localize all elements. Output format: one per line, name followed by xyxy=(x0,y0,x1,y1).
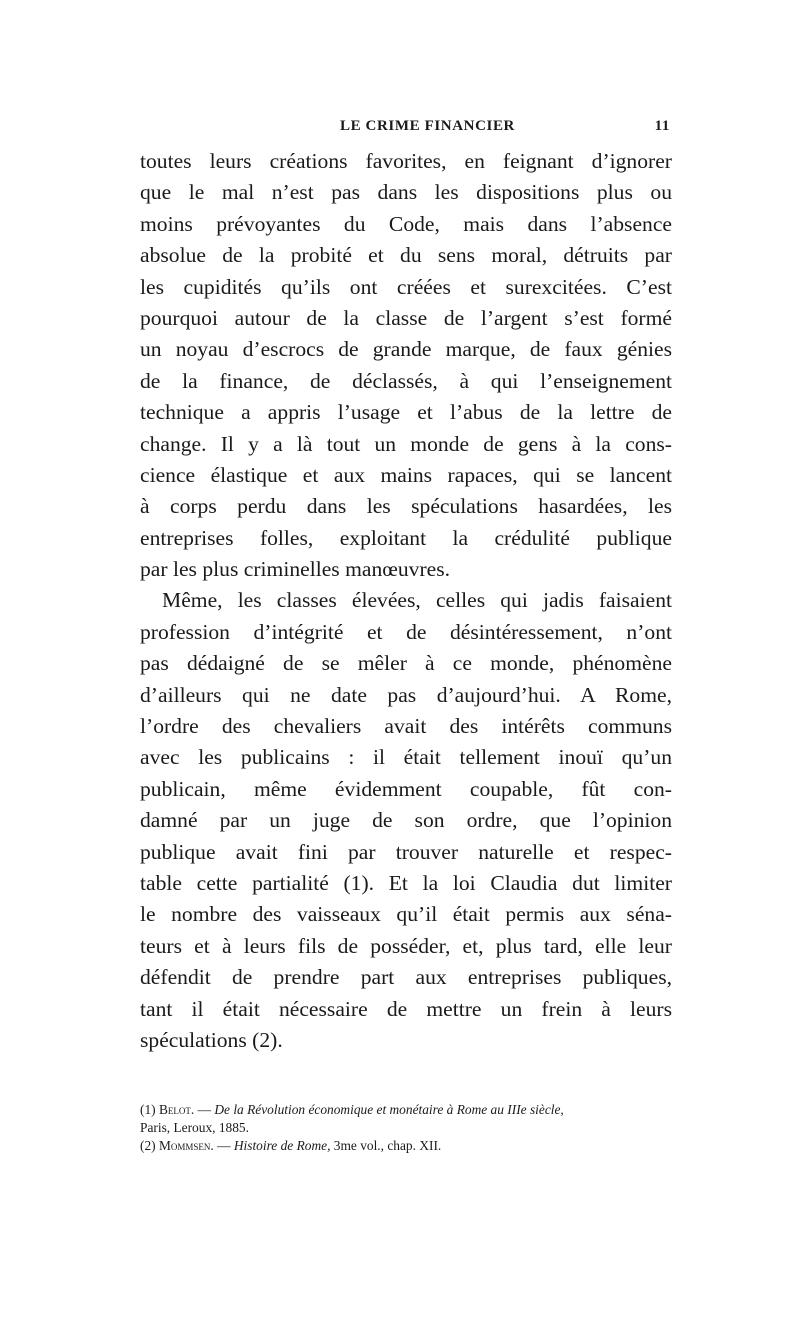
text-line: pourquoi autour de la classe de l’argent s’est formé xyxy=(140,305,672,330)
text-line: avec les publicains : il était tellement inouï qu’un xyxy=(140,745,672,770)
running-title: LE CRIME FINANCIER xyxy=(340,118,515,134)
footnote-1-continuation: Paris, Leroux, 1885. xyxy=(140,1119,249,1135)
footnote-title: Histoire de Rome, xyxy=(233,1137,331,1153)
text-line: entreprises folles, exploitant la crédulité publique xyxy=(140,525,672,550)
text-line: d’ailleurs qui ne date pas d’aujourd’hui. A Rome, xyxy=(140,682,672,707)
text-line: teurs et à leurs fils de posséder, et, plus tard, elle leur xyxy=(140,933,672,958)
text-line: les cupidités qu’ils ont créées et surexcitées. C’est xyxy=(140,274,672,299)
text-line: cience élastique et aux mains rapaces, qui se lancent xyxy=(140,462,672,487)
text-line: absolue de la probité et du sens moral, détruits par xyxy=(140,243,672,268)
footnote-author: Belot. xyxy=(158,1102,195,1117)
text-line: Même, les classes élevées, celles qui jadis faisaient xyxy=(162,588,672,613)
text-line: tant il était nécessaire de mettre un frein à leurs xyxy=(140,996,672,1021)
text-line: damné par un juge de son ordre, que l’opinion xyxy=(140,808,672,833)
footnote-title: De la Révolution économique et monétaire à Rome au IIIe siècle, xyxy=(214,1102,564,1117)
text-line: change. Il y a là tout un monde de gens à la cons- xyxy=(140,431,672,456)
text-line: moins prévoyantes du Code, mais dans l’absence xyxy=(140,211,672,236)
footnote-1 xyxy=(140,1101,672,1119)
text-line: spéculations (2). xyxy=(140,1027,283,1052)
text-line: toutes leurs créations favorites, en feignant d’ignorer xyxy=(140,149,672,173)
footnote-marker: (2) xyxy=(140,1137,156,1153)
footnote-marker: (1) xyxy=(140,1102,156,1117)
footnote-dash: — xyxy=(197,1102,212,1117)
text-line: de la finance, de déclassés, à qui l’enseignement xyxy=(140,368,672,393)
footnote-dash: — xyxy=(217,1137,231,1153)
footnote-author: Mommsen. xyxy=(158,1137,214,1153)
text-line: publicain, même évidemment coupable, fût con- xyxy=(140,776,672,801)
text-line: table cette partialité (1). Et la loi Claudia dut limiter xyxy=(140,870,672,895)
footnote-2 xyxy=(140,1137,672,1155)
text-line: un noyau d’escrocs de grande marque, de faux génies xyxy=(140,337,672,362)
text-line: l’ordre des chevaliers avait des intérêts communs xyxy=(140,714,672,739)
text-line: défendit de prendre part aux entreprises publiques, xyxy=(140,965,672,990)
text-line: technique a appris l’usage et l’abus de la lettre de xyxy=(140,400,672,425)
text-line: par les plus criminelles manœuvres. xyxy=(140,557,451,582)
running-header xyxy=(140,118,672,140)
page-number: 11 xyxy=(654,118,670,134)
footnote-volume: 3me vol., chap. XII. xyxy=(333,1137,442,1153)
text-line: le nombre des vaisseaux qu’il était permis aux séna- xyxy=(140,902,672,927)
text-line: pas dédaigné de se mêler à ce monde, phénomène xyxy=(140,651,672,676)
text-line: publique avait fini par trouver naturelle et respec- xyxy=(140,839,672,864)
main-text xyxy=(140,146,672,1056)
footnotes xyxy=(140,1101,672,1154)
text-line: que le mal n’est pas dans les dispositions plus ou xyxy=(140,180,672,205)
text-line: à corps perdu dans les spéculations hasardées, les xyxy=(140,494,672,519)
text-line: profession d’intégrité et de désintéressement, n’ont xyxy=(140,619,672,644)
